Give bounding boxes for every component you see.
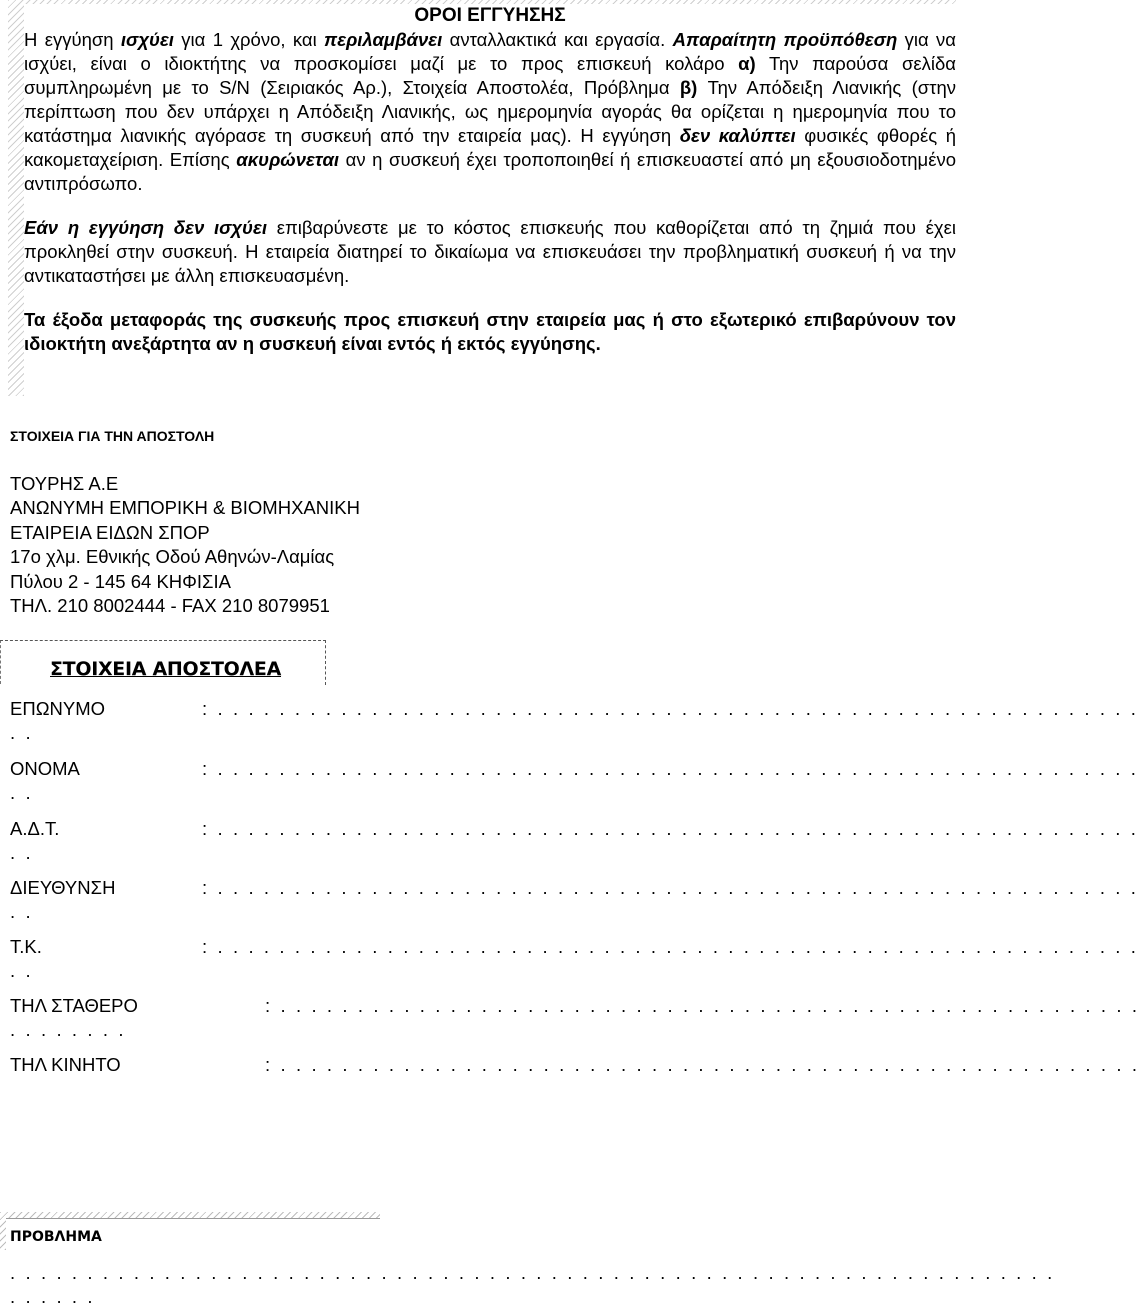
field-input-line-cont[interactable]: . .: [10, 722, 34, 743]
terms-run: Η εγγύηση: [24, 29, 121, 50]
field-input-line[interactable]: : . . . . . . . . . . . . . . . . . . . . . . . . . . . . . . . . . . . . . . . . . . . . . . . . . . . . . . . . . . . .: [202, 818, 1139, 839]
address-line: Πύλου 2 - 145 64 ΚΗΦΙΣΙΑ: [10, 570, 231, 592]
terms-run: φυσικές φθορές ή κακομεταχείριση. Επίσης: [24, 125, 956, 170]
terms-run: α): [738, 53, 756, 74]
terms-run: Απαραίτητη προϋπόθεση: [672, 29, 898, 50]
address-line: ΤΟΥΡΗΣ Α.Ε: [10, 473, 119, 494]
field-input-line[interactable]: : . . . . . . . . . . . . . . . . . . . . . . . . . . . . . . . . . . . . . . . . . . . . . . . . . . . . . . . .: [265, 995, 1140, 1016]
field-input-line[interactable]: : . . . . . . . . . . . . . . . . . . . . . . . . . . . . . . . . . . . . . . . . . . . . . . . . . . . . . . . . . . . .: [202, 877, 1139, 898]
terms-run: αν η συσκευή έχει τροποποιηθεί ή επισκευαστεί από μη εξουσιοδοτημένο αντιπρόσωπο.: [24, 149, 956, 194]
terms-paragraph-2: [24, 216, 956, 288]
terms-run: για να ισχύει, είναι ο ιδιοκτήτης να προσκομίσει μαζί με το προς επισκευή κολάρο: [24, 29, 956, 74]
terms-run: περιλαμβάνει: [324, 29, 443, 50]
field-input-line-cont[interactable]: . .: [10, 782, 34, 803]
warranty-terms: [24, 4, 956, 396]
field-input-line[interactable]: : . . . . . . . . . . . . . . . . . . . . . . . . . . . . . . . . . . . . . . . . . . . . . . . . . . . . . . . .: [265, 1054, 1140, 1075]
terms-run: Εάν η εγγύηση δεν ισχύει: [24, 217, 267, 238]
field-input-line-cont[interactable]: . .: [10, 901, 34, 922]
address-line: ΕΤΑΙΡΕΙΑ ΕΙΔΩΝ ΣΠΟΡ: [10, 521, 210, 543]
shipping-address: [10, 472, 360, 618]
problem-title: ΠΡΟΒΛΗΜΑ: [10, 1229, 102, 1245]
address-line: ΑΝΩΝΥΜΗ ΕΜΠΟΡΙΚΗ & ΒΙΟΜΗΧΑΝΙΚΗ: [10, 497, 360, 519]
field-label: ΕΠΩΝΥΜΟ: [10, 698, 106, 719]
terms-run: Την Απόδειξη Λιανικής (στην περίπτωση που δεν υπάρχει η Απόδειξη Λιανικής, ως ημερομηνία αγοράς θα ορίζεται η ημερομηνία που το κατάστημα λιανικής αγόρασε τη συσκευή από την εταιρεία μας). Η εγγύηση: [24, 77, 957, 146]
terms-run: δεν καλύπτει: [679, 125, 796, 146]
field-input-line-cont[interactable]: . . . . . . . .: [10, 1019, 127, 1040]
terms-run: για 1 χρόνο, και: [173, 29, 325, 50]
shipping-heading: ΣΤΟΙΧΕΙΑ ΓΙΑ ΤΗΝ ΑΠΟΣΤΟΛΗ: [10, 428, 215, 444]
sender-title: ΣΤΟΙΧΕΙΑ ΑΠΟΣΤΟΛΕΑ: [50, 658, 282, 680]
terms-run: ισχύει: [120, 29, 174, 50]
field-input-line[interactable]: : . . . . . . . . . . . . . . . . . . . . . . . . . . . . . . . . . . . . . . . . . . . . . . . . . . . . . . . . . . . .: [202, 758, 1139, 779]
terms-paragraph-1: [24, 28, 956, 196]
terms-run: ακυρώνεται: [236, 149, 340, 170]
field-input-line-cont[interactable]: . .: [10, 842, 34, 863]
problem-input-line-cont[interactable]: . . . . . .: [10, 1286, 96, 1307]
address-line: ΤΗΛ. 210 8002444 - FAX 210 8079951: [10, 595, 330, 617]
field-label: ΤΗΛ ΣΤΑΘΕΡΟ: [10, 995, 138, 1016]
problem-input-line[interactable]: . . . . . . . . . . . . . . . . . . . . . . . . . . . . . . . . . . . . . . . . . . . . . . . . . . . . . . . . . . . . . . . . . . . .: [10, 1262, 1055, 1283]
field-input-line-cont[interactable]: . .: [10, 960, 34, 981]
field-label: Α.Δ.Τ.: [10, 818, 60, 839]
terms-run: ανταλλακτικά και εργασία.: [442, 29, 673, 50]
field-input-line[interactable]: : . . . . . . . . . . . . . . . . . . . . . . . . . . . . . . . . . . . . . . . . . . . . . . . . . . . . . . . . . . . .: [202, 936, 1139, 957]
field-input-line[interactable]: : . . . . . . . . . . . . . . . . . . . . . . . . . . . . . . . . . . . . . . . . . . . . . . . . . . . . . . . . . . . .: [202, 698, 1139, 719]
field-label: ΤΗΛ ΚΙΝΗΤΟ: [10, 1054, 121, 1075]
terms-run: επιβαρύνεστε με το κόστος επισκευής που καθορίζεται από τη ζημιά που έχει προκληθεί στην συσκευή. Η εταιρεία διατηρεί το δικαίωμα να επισκευάσει την προβληματική συσκευή ή να την αντικαταστήσει με άλλη επισκευασμένη.: [24, 217, 956, 286]
terms-run: Την παρούσα σελίδα συμπληρωμένη με το S/N (Σειριακός Αρ.), Στοιχεία Αποστολέα, Πρόβλημα: [24, 53, 956, 98]
field-label: Τ.Κ.: [10, 936, 42, 957]
field-label: ΟΝΟΜΑ: [10, 758, 80, 779]
terms-paragraph-3: Τα έξοδα μεταφοράς της συσκευής προς επισκευή στην εταιρεία μας ή στο εξωτερικό επιβαρύνουν τον ιδιοκτήτη ανεξάρτητα αν η συσκευή είναι εντός ή εκτός εγγύησης.: [24, 309, 956, 354]
terms-run: β): [679, 77, 698, 98]
address-line: 17ο χλμ. Εθνικής Οδού Αθηνών-Λαμίας: [10, 546, 335, 568]
field-label: ΔΙΕΥΘΥΝΣΗ: [10, 877, 116, 898]
terms-title: ΟΡΟΙ ΕΓΓΥΗΣΗΣ: [414, 5, 566, 26]
